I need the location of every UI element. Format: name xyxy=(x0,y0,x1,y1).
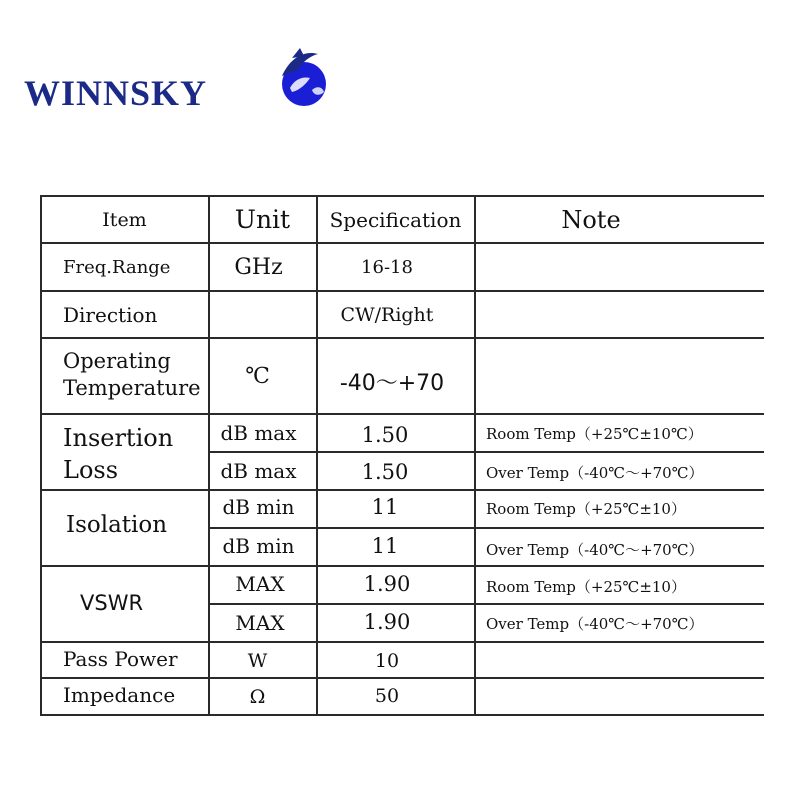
row-insertion-loss-room-spec: 1.50 xyxy=(361,423,409,447)
header-specification: Specification xyxy=(329,207,462,232)
row-direction-spec: CW/Right xyxy=(340,303,434,326)
row-operating-item-line1: Operating xyxy=(63,349,171,373)
row-direction-item: Direction xyxy=(63,302,158,327)
row-vswr-room-unit: MAX xyxy=(235,572,285,596)
logo-text: WINNSKY xyxy=(24,73,208,113)
row-freq-unit: GHz xyxy=(234,254,283,280)
row-pass-power-spec: 10 xyxy=(374,650,400,672)
row-operating-unit: ℃ xyxy=(245,363,270,389)
row-vswr-room-spec: 1.90 xyxy=(363,572,411,596)
row-isolation-over-unit: dB min xyxy=(222,534,295,558)
row-insertion-loss-room-note: Room Temp（+25℃±10℃） xyxy=(486,424,703,443)
row-insertion-loss-item-line1: Insertion xyxy=(63,424,174,452)
row-vswr-item: VSWR xyxy=(80,591,144,615)
row-vswr-over-unit: MAX xyxy=(235,611,285,635)
row-isolation-over-spec: 11 xyxy=(371,534,399,558)
row-isolation-item: Isolation xyxy=(66,512,168,538)
row-operating-spec: -40～+70 xyxy=(339,370,445,396)
row-insertion-loss-item-line2: Loss xyxy=(63,456,119,484)
row-pass-power-unit: W xyxy=(247,650,268,672)
row-insertion-loss-room-unit: dB max xyxy=(220,421,297,445)
row-impedance-unit: Ω xyxy=(249,686,266,708)
row-insertion-loss-over-note: Over Temp（-40℃～+70℃） xyxy=(486,463,704,482)
row-insertion-loss-over-unit: dB max xyxy=(220,459,297,483)
row-isolation-room-note: Room Temp（+25℃±10） xyxy=(486,499,686,518)
row-vswr-over-spec: 1.90 xyxy=(363,610,411,634)
row-vswr-room-note: Room Temp（+25℃±10） xyxy=(486,577,686,596)
row-vswr-over-note: Over Temp（-40℃～+70℃） xyxy=(486,614,704,633)
header-item: Item xyxy=(102,208,147,231)
row-impedance-spec: 50 xyxy=(374,685,400,707)
row-freq-spec: 16-18 xyxy=(361,256,413,278)
row-freq-item: Freq.Range xyxy=(63,256,171,278)
row-isolation-over-note: Over Temp（-40℃～+70℃） xyxy=(486,540,704,559)
header-unit: Unit xyxy=(234,205,291,234)
row-impedance-item: Impedance xyxy=(63,683,176,707)
row-pass-power-item: Pass Power xyxy=(63,647,178,671)
row-isolation-room-unit: dB min xyxy=(222,495,295,519)
row-isolation-room-spec: 11 xyxy=(371,495,399,519)
row-insertion-loss-over-spec: 1.50 xyxy=(361,460,409,484)
header-note: Note xyxy=(561,205,621,234)
row-operating-item-line2: Temperature xyxy=(63,376,201,400)
